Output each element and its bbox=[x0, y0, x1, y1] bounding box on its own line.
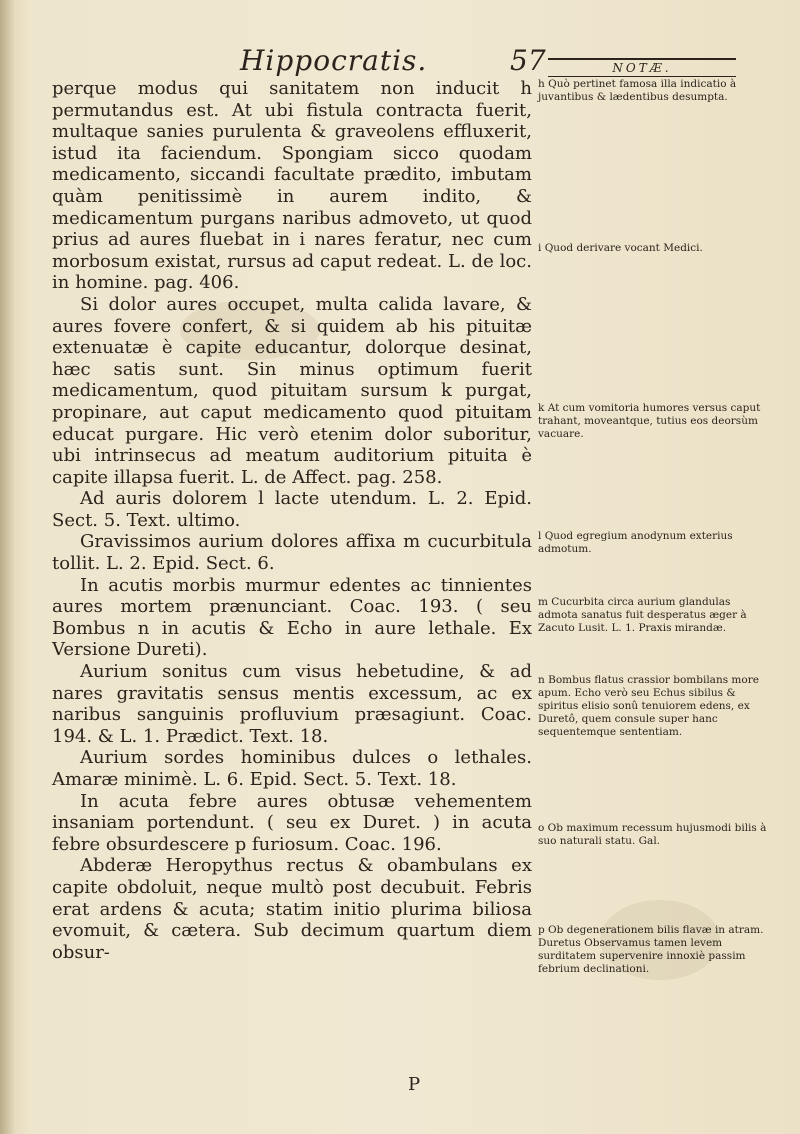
binding-gutter bbox=[0, 0, 14, 1134]
note-i: i Quod derivare vocant Medici. bbox=[538, 242, 703, 254]
page-number: 57 bbox=[510, 44, 546, 77]
note-o: o Ob maximum recessum hujusmodi bilis à suo naturali statu. Gal. bbox=[538, 822, 767, 847]
running-head: Hippocratis. bbox=[240, 44, 428, 77]
paragraph-5: In acutis morbis murmur edentes ac tinnientes aures mortem prænunciant. Coac. 193. ( seu Bombus n in acutis & Echo in aure lethale. Ex Versione Dureti). bbox=[52, 574, 532, 661]
paragraph-2: Si dolor aures occupet, multa calida lavare, & aures fovere confert, & si quidem ab his pituitæ extenuatæ è capite educantur, dolorque desinat, hæc satis sunt. Sin minus optimum fuerit medicamentum, quod pituitam sursum k purgat, propinare, aut caput medicamento quod pituitam educat purgare. Hic verò etenim dolor suboritur, ubi intrinsecus ad meatum auditorium pituita è capite illapsa fuerit. L. de Affect. pag. 258. bbox=[52, 293, 532, 488]
main-text bbox=[52, 78, 532, 963]
paragraph-7: Aurium sordes hominibus dulces o lethales. Amaræ minimè. L. 6. Epid. Sect. 5. Text. 18. bbox=[52, 747, 532, 790]
paragraph-3: Ad auris dolorem l lacte utendum. L. 2. Epid. Sect. 5. Text. ultimo. bbox=[52, 488, 532, 531]
paragraph-4: Gravissimos aurium dolores affixa m cucurbitula tollit. L. 2. Epid. Sect. 6. bbox=[52, 531, 532, 575]
paragraph-6: Aurium sonitus cum visus hebetudine, & ad nares gravitatis sensus mentis excessum, ac ex naribus sanguinis profluvium præsagiunt. Coac. 194. & L. 1. Prædict. Text. 18. bbox=[52, 661, 532, 747]
note-n: n Bombus flatus crassior bombilans more apum. Echo verò seu Echus sibilus & spiritus elisio sonû tenuiorem edens, ex Duretô, quem consule super hanc sequentemque sententiam. bbox=[538, 674, 759, 738]
note-k: k At cum vomitoria humores versus caput trahant, moveantque, tutius eos deorsùm vacuare. bbox=[538, 402, 761, 440]
note-p: p Ob degenerationem bilis flavæ in atram. Duretus Observamus tamen levem surditatem supervenire innoxiè passim febrium declinationi. bbox=[538, 924, 764, 975]
paragraph-8: In acuta febre aures obtusæ vehementem insaniam portendunt. ( seu ex Duret. ) in acuta febre obsurdescere p furiosum. Coac. 196. bbox=[52, 790, 532, 855]
note-h: h Quò pertinet famosa illa indicatio à juvantibus & lædentibus desumpta. bbox=[538, 78, 737, 103]
notes-heading: NOTÆ. bbox=[548, 58, 736, 77]
paragraph-1: perque modus qui sanitatem non inducit h permutandus est. At ubi fistula contracta fuerit, multaque sanies purulenta & graveolens effluxerit, istud ita faciendum. Spongiam sicco quodam medicamento, siccandi facultate prædito, imbutam quàm penitissimè in aurem indito, & medicamentum purgans naribus admoveto, ut quod prius ad aures fluebat in i nares feratur, nec cum morbosum existat, rursus ad caput redeat. L. de loc. in homine. pag. 406. bbox=[52, 78, 532, 294]
note-m: m Cucurbita circa aurium glandulas admota sanatus fuit desperatus æger à Zacuto Lusit. L. 1. Praxis mirandæ. bbox=[538, 596, 747, 634]
paragraph-9: Abderæ Heropythus rectus & obambulans ex capite obdoluit, neque multò post decubuit. Febris erat ardens & acuta; statim initio plurima biliosa evomuit, & cætera. Sub decimum quartum diem obsur- bbox=[52, 855, 532, 963]
note-l: l Quod egregium anodynum exterius admotum. bbox=[538, 530, 733, 555]
signature-mark: P bbox=[408, 1074, 421, 1095]
